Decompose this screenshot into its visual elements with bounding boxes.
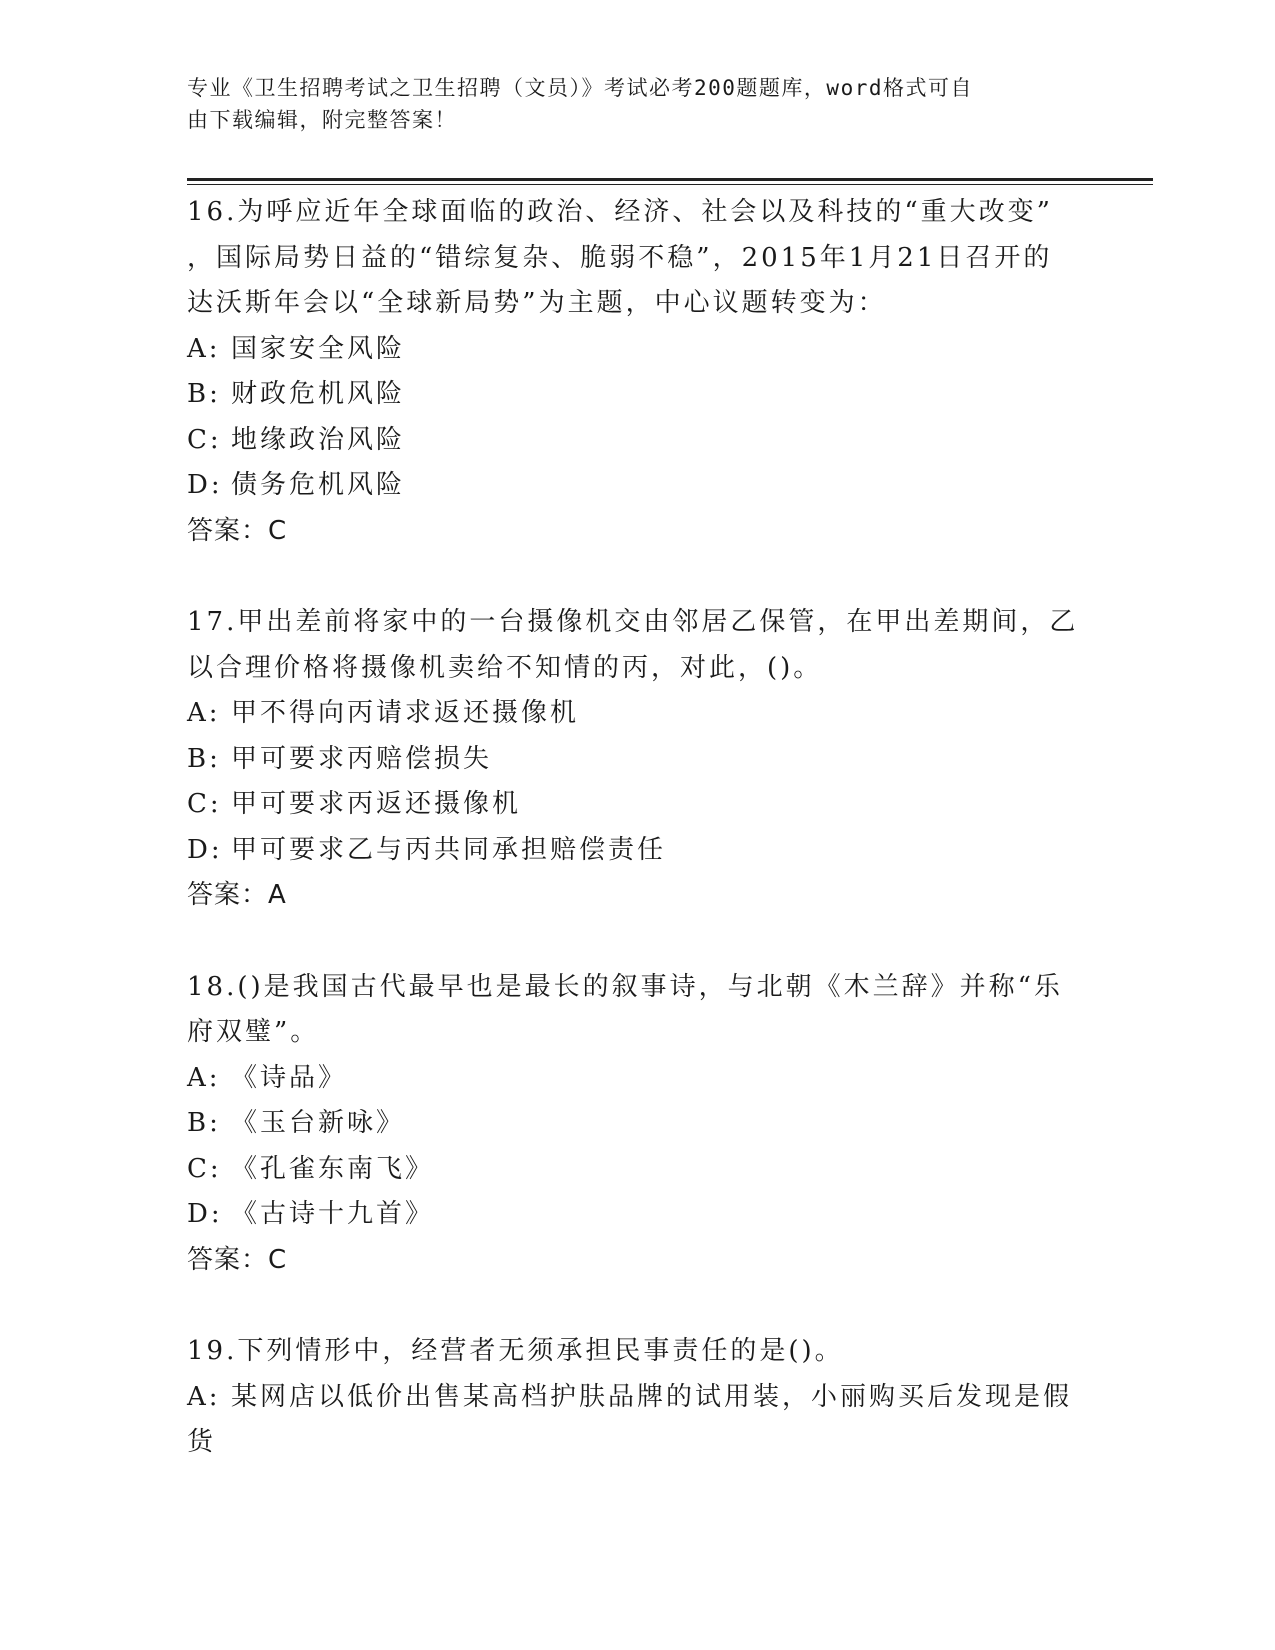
option-key: B: [187, 1108, 221, 1138]
option-text: 国家安全风险 [231, 333, 406, 364]
question-spacer [187, 1283, 1087, 1329]
header-divider-thick [187, 178, 1153, 181]
header-line-2: 由下载编辑，附完整答案！ [187, 108, 457, 132]
option-d [187, 1192, 1087, 1238]
document-header [187, 72, 1067, 136]
option-text: 财政危机风险 [231, 379, 406, 409]
question-stem-line: 19.下列情形中，经营者无须承担民事责任的是()。 [187, 1336, 844, 1366]
option-key: D: [187, 834, 223, 865]
option-a [187, 691, 1087, 737]
option-c [187, 1147, 1087, 1193]
option-text: 《孔雀东南飞》 [231, 1153, 435, 1184]
option-a [187, 1375, 1087, 1421]
header-divider-thin [187, 184, 1153, 185]
option-key: A: [187, 1381, 221, 1412]
question-stem-line: 达沃斯年会以“全球新局势”为主题，中心议题转变为： [187, 288, 887, 318]
option-text: 甲不得向丙请求返还摄像机 [231, 698, 580, 728]
option-text: 某网店以低价出售某高档护肤品牌的试用装，小丽购买后发现是假 [231, 1381, 1073, 1412]
question-18 [187, 965, 1087, 1284]
option-a [187, 1056, 1087, 1102]
question-list [187, 190, 1087, 1466]
option-c [187, 782, 1087, 828]
option-key: C: [187, 789, 222, 819]
option-key: D: [187, 470, 223, 500]
option-key: A: [187, 698, 221, 728]
option-d [187, 828, 1087, 874]
option-key: D: [187, 1199, 223, 1229]
option-key: A: [187, 1062, 221, 1093]
question-19 [187, 1329, 1087, 1466]
option-c [187, 418, 1087, 464]
answer-line: 答案：C [187, 1244, 288, 1275]
option-b [187, 1101, 1087, 1147]
question-stem-line: 18.()是我国古代最早也是最长的叙事诗，与北朝《木兰辞》并称“乐 [187, 971, 1063, 1002]
option-d [187, 463, 1087, 509]
question-17 [187, 600, 1087, 919]
option-text: 地缘政治风险 [231, 424, 406, 455]
answer-line: 答案：C [187, 515, 288, 546]
question-16 [187, 190, 1087, 554]
question-stem-line: 16.为呼应近年全球面临的政治、经济、社会以及科技的“重大改变” [187, 197, 1053, 227]
option-b [187, 372, 1087, 418]
option-text: 《古诗十九首》 [231, 1199, 435, 1229]
option-text: 债务危机风险 [231, 470, 406, 500]
question-stem-line: 府双璧”。 [187, 1017, 320, 1047]
option-a-continuation: 货 [187, 1427, 217, 1457]
question-spacer [187, 919, 1087, 965]
question-stem-line: 17.甲出差前将家中的一台摄像机交由邻居乙保管，在甲出差期间，乙 [187, 607, 1079, 637]
option-text: 《玉台新咏》 [231, 1108, 406, 1138]
option-key: B: [187, 743, 221, 774]
option-text: 甲可要求丙返还摄像机 [231, 789, 522, 819]
option-key: C: [187, 424, 222, 455]
option-key: C: [187, 1153, 222, 1184]
question-stem-line: 以合理价格将摄像机卖给不知情的丙，对此，()。 [187, 652, 823, 683]
answer-line: 答案：A [187, 880, 287, 910]
question-stem-line: ，国际局势日益的“错综复杂、脆弱不稳”，2015年1月21日召开的 [187, 242, 1053, 273]
option-text: 甲可要求丙赔偿损失 [231, 743, 493, 774]
header-line-1: 专业《卫生招聘考试之卫生招聘（文员）》考试必考200题题库，word格式可自 [187, 76, 973, 100]
option-key: B: [187, 379, 221, 409]
question-spacer [187, 554, 1087, 600]
option-text: 甲可要求乙与丙共同承担赔偿责任 [231, 834, 667, 865]
option-b [187, 737, 1087, 783]
option-key: A: [187, 333, 221, 364]
option-a [187, 327, 1087, 373]
option-text: 《诗品》 [231, 1062, 348, 1093]
